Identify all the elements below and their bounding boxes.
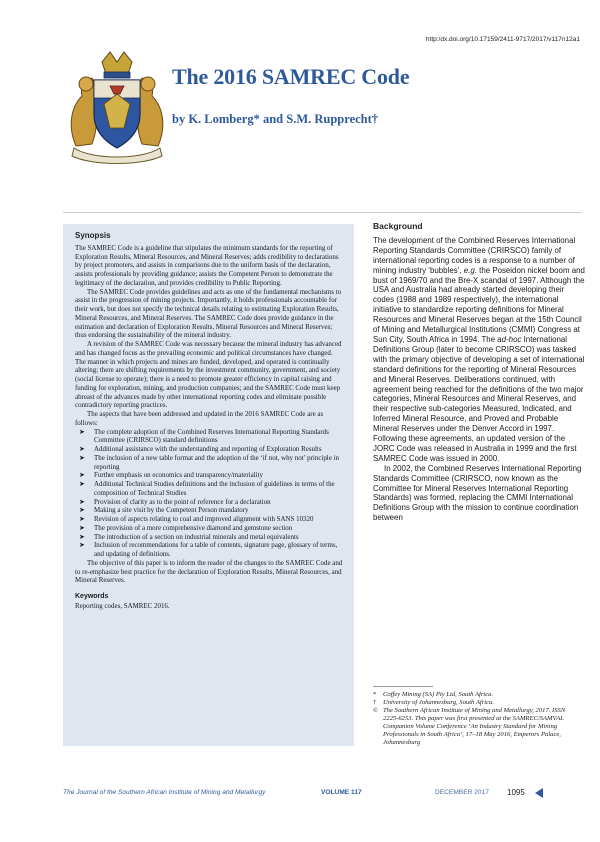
list-item: ➤ The inclusion of a new table format and the adoption of the ‘if not, why not’ principle in reporting <box>79 453 339 471</box>
keywords-heading: Keywords <box>75 593 109 600</box>
synopsis-box <box>63 224 354 746</box>
list-item: ➤ The complete adoption of the Combined Reserves International Reporting Standards Committee (CRIRSCO) standard definitions <box>79 427 329 445</box>
footnotes <box>373 691 573 747</box>
journal-name: The Journal of the Southern African Institute of Mining and Metallurgy <box>63 789 266 796</box>
synopsis-paragraph-1: The SAMREC Code is a guideline that stipulates the minimum standards for the reporting of Exploration Results, Mineral Resources, and Mineral Reserves; adds credibility to declarations by project promoters, and assists in comparisons due to the uniform basis of the declaration, assists professionals by providing guidance; assists the Competent Person to demonstrate the legitimacy of the declaration, and provides credibility to Public Reporting. <box>75 243 339 287</box>
page-marker-triangle-icon <box>535 788 543 798</box>
list-item: ➤ Additional assistance with the understanding and reporting of Exploration Results <box>79 445 322 453</box>
synopsis-paragraph-4: The aspects that have been addressed and updated in the 2016 SAMREC Code are as follows: <box>75 410 324 427</box>
arrow-bullet-icon: ➤ <box>79 453 85 462</box>
list-item: ➤ Inclusion of recommendations for a table of contents, signature page, glossary of terms, and updating of definitions. <box>79 541 338 558</box>
arrow-bullet-icon: ➤ <box>79 471 85 480</box>
list-item: ➤ Further emphasis on economics and transparency/materiality <box>79 471 263 480</box>
aspects-list <box>75 428 344 559</box>
arrow-bullet-icon: ➤ <box>79 445 85 453</box>
list-item: ➤ Additional Technical Studies definitions and the inclusion of guidelines in terms of the composition of Technical Studies <box>79 480 335 497</box>
article-title: The 2016 SAMREC Code <box>172 64 410 89</box>
page-footer <box>63 788 582 800</box>
arrow-bullet-icon: ➤ <box>79 541 85 550</box>
saimm-crest-logo <box>62 48 172 166</box>
arrow-bullet-icon: ➤ <box>79 506 85 515</box>
background-paragraph-2: In 2002, the Combined Reserves International Reporting Standards Committee (CRIRSCO, now known as the Committee for Mineral Reserves International Reporting Standards) was formed, replacing the CMMI International Definitions Group with the mission to continue coordination between <box>373 463 582 523</box>
keywords-text: Reporting codes, SAMREC 2016. <box>75 601 170 610</box>
background-section <box>373 222 585 523</box>
footnote-divider <box>373 686 433 687</box>
synopsis-paragraph-3: A revision of the SAMREC Code was necessary because the mineral industry has advanced and has changed focus as the prevailing economic and political circumstances have changed. The manner in which projects and mines are funded, developed, and operated is continually altering; there are shifting requirements by the investment community, government, and society (social license to operate); there is a need to promote greater efficiency in capital raising and funding for exploration, mining, and production companies; and the SAMREC Code must keep abreast of the advances made by other international reporting codes and eliminate possible contradictory reporting practices. <box>75 340 342 410</box>
background-heading: Background <box>373 221 423 231</box>
background-paragraph-1: The development of the Combined Reserves International Reporting Standards Committee (CRIRSCO) family of international reporting codes is a response to a number of mining industry ‘bubbles’, e.g. the Poseidon nickel boom and bust of 1969/70 and the Bre-X scandal of 1997. Although the USA and Australia had already started developing their codes (1988 and 1989 respectively), the international initiative to standardize reporting definitions for Mineral Resources and Mineral Reserves began at the 15th Council of Mining and Metallurgical Institutions (CMMI) Congress at Sun City, South Africa in 1994. The ad-hoc International Definitions Group (later to become CRIRSCO) was tasked with the primary objective of developing a set of international standard definitions for the reporting of Mineral Resources and Mineral Reserves. Deliberations continued, with agreement being reached for the definitions of the two major categories, Mineral Resources and Mineral Reserves, and their respective sub-categories Measured, Indicated, and Inferred Mineral Resource, and Proved and Probable Mineral Reserves under the Denver Accord in 1997. Following these agreements, an updated version of the JORC Code was released in Australia in 1999 and the first SAMREC Code was issued in 2000. <box>373 235 585 463</box>
footnote-copyright: © The Southern African Institute of Mining and Metallurgy, 2017. ISSN 2225-6253. This paper was first presented at the SAMREC/SAMVAL Companion Volume Conference ‘An Industry Standard for Mining Professionals in South Africa’, 17–18 May 2016, Emperors Palace, Johannesburg <box>373 707 566 746</box>
list-item: ➤ Revision of aspects relating to coal and improved alignment with SANS 10320 <box>79 515 314 523</box>
arrow-bullet-icon: ➤ <box>79 497 85 506</box>
arrow-bullet-icon: ➤ <box>79 523 85 532</box>
list-item: ➤ Making a site visit by the Competent Person mandatory <box>79 506 249 515</box>
footnote-affiliation-1: * Coffey Mining (SA) Pty Ltd, South Africa. <box>373 691 494 698</box>
list-item: ➤ Provision of clarity as to the point of reference for a declaration <box>79 497 271 506</box>
arrow-bullet-icon: ➤ <box>79 515 85 523</box>
article-authors: by K. Lomberg* and S.M. Rupprecht† <box>172 112 379 126</box>
issue-date: DECEMBER 2017 <box>435 789 489 796</box>
synopsis-heading: Synopsis <box>75 231 111 240</box>
header-divider <box>63 212 582 213</box>
synopsis-paragraph-5: The objective of this paper is to inform the reader of the changes to the SAMREC Code and to re-emphasize best practice for the declaration of Exploration Results, Mineral Resources, and Mineral Reserves. <box>75 558 343 585</box>
arrow-bullet-icon: ➤ <box>79 532 85 541</box>
list-item: ➤ The provision of a more comprehensive diamond and gemstone section <box>79 523 293 532</box>
doi-link[interactable]: http:/dx.doi.org/10.17159/2411-9717/2017/v117n12a1 <box>425 36 580 43</box>
volume-label: VOLUME 117 <box>321 789 362 796</box>
synopsis-paragraph-2: The SAMREC Code provides guidelines and acts as one of the fundamental mechanisms to assist in the progression of mining projects. Importantly, it holds professionals accountable for their work, but does not specify the technical details relating to estimating Exploration Results, Mineral Resources, and Mineral Reserves. The SAMREC Code does provide guidance in the estimation and declaration of Exploration Results, Mineral Resources and Mineral Reserves; thus endorsing the sustainability of the mineral industry. <box>75 287 342 340</box>
page-number: 1095 <box>507 788 525 797</box>
list-item: ➤ The introduction of a section on industrial minerals and metal equivalents <box>79 532 299 541</box>
footnote-affiliation-2: † University of Johannesburg, South Africa. <box>373 699 494 706</box>
arrow-bullet-icon: ➤ <box>79 427 85 436</box>
arrow-bullet-icon: ➤ <box>79 480 85 488</box>
